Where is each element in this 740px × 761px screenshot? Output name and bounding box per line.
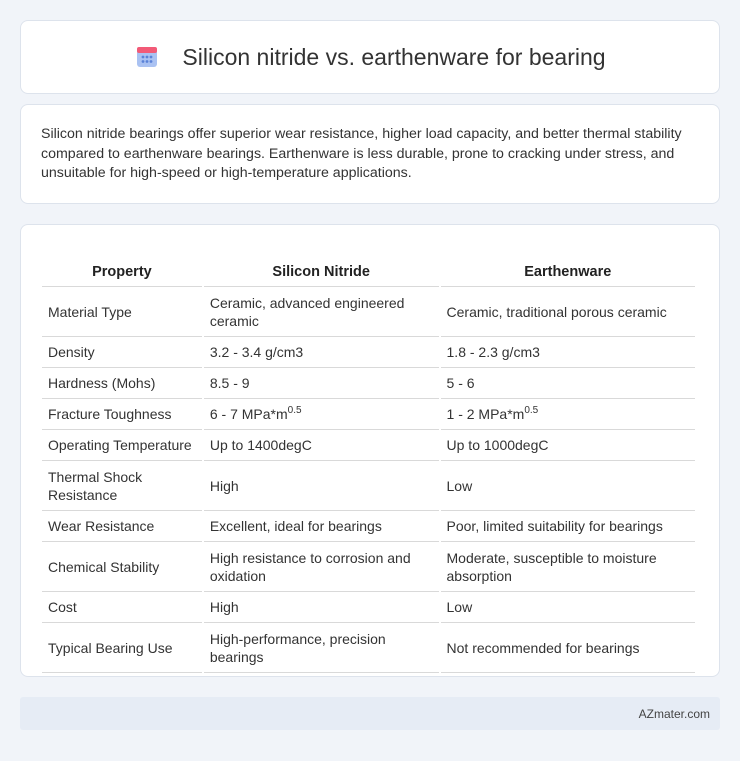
cell-superscript: 0.5 [524, 405, 539, 416]
cell-earthenware: Moderate, susceptible to moisture absorption [441, 542, 695, 592]
cell-silicon-nitride: High-performance, precision bearings [204, 623, 439, 673]
cell-earthenware: Low [441, 592, 695, 623]
header-earthenware: Earthenware [441, 245, 695, 287]
table-row [42, 368, 695, 399]
cell-value: 6 - 7 MPa*m [209, 406, 288, 422]
cell-property: Material Type [42, 287, 202, 337]
table-row [42, 430, 695, 461]
table-row [42, 592, 695, 623]
cell-earthenware: 1.8 - 2.3 g/cm3 [441, 337, 695, 368]
cell-silicon-nitride: 3.2 - 3.4 g/cm3 [204, 337, 439, 368]
cell-property: Density [42, 337, 202, 368]
calendar-icon [134, 44, 160, 70]
table-row [42, 461, 695, 511]
table-row [42, 511, 695, 542]
table-header-row [42, 245, 695, 287]
footer-site-link[interactable]: AZmater.com [638, 706, 710, 721]
cell-property: Thermal Shock Resistance [42, 461, 202, 511]
header-silicon-nitride: Silicon Nitride [204, 245, 439, 287]
table-row [42, 623, 695, 673]
cell-earthenware: Ceramic, traditional porous ceramic [441, 287, 695, 337]
cell-silicon-nitride: Excellent, ideal for bearings [204, 511, 439, 542]
cell-earthenware: Up to 1000degC [441, 430, 695, 461]
cell-earthenware: 5 - 6 [441, 368, 695, 399]
cell-property: Chemical Stability [42, 542, 202, 592]
cell-silicon-nitride: Up to 1400degC [204, 430, 439, 461]
cell-property: Typical Bearing Use [42, 623, 202, 673]
title-card [20, 20, 720, 94]
comparison-table [40, 245, 697, 673]
cell-property: Hardness (Mohs) [42, 368, 202, 399]
cell-earthenware [441, 399, 695, 430]
cell-property: Fracture Toughness [42, 399, 202, 430]
cell-silicon-nitride: 8.5 - 9 [204, 368, 439, 399]
table-row [42, 287, 695, 337]
cell-silicon-nitride: High resistance to corrosion and oxidation [204, 542, 439, 592]
table-row [42, 542, 695, 592]
cell-earthenware: Low [441, 461, 695, 511]
cell-silicon-nitride [204, 399, 439, 430]
table-row [42, 399, 695, 430]
cell-earthenware: Not recommended for bearings [441, 623, 695, 673]
summary-text: Silicon nitride bearings offer superior wear resistance, higher load capacity, and better thermal stability compared to earthenware bearings. Earthenware is less durable, prone to cracking under stress, and unsuitable for high-speed or high-temperature applications. [41, 126, 682, 181]
cell-silicon-nitride: High [204, 592, 439, 623]
cell-property: Cost [42, 592, 202, 623]
footer-bar [20, 697, 720, 730]
cell-earthenware: Poor, limited suitability for bearings [441, 511, 695, 542]
table-row [42, 337, 695, 368]
cell-property: Wear Resistance [42, 511, 202, 542]
cell-value: 1 - 2 MPa*m [446, 406, 525, 422]
comparison-table-card [20, 224, 720, 677]
header-property: Property [42, 245, 202, 287]
cell-superscript: 0.5 [287, 405, 302, 416]
cell-silicon-nitride: High [204, 461, 439, 511]
summary-card [20, 104, 720, 204]
cell-property: Operating Temperature [42, 430, 202, 461]
page-title: Silicon nitride vs. earthenware for bearing [182, 43, 606, 70]
cell-silicon-nitride: Ceramic, advanced engineered ceramic [204, 287, 439, 337]
